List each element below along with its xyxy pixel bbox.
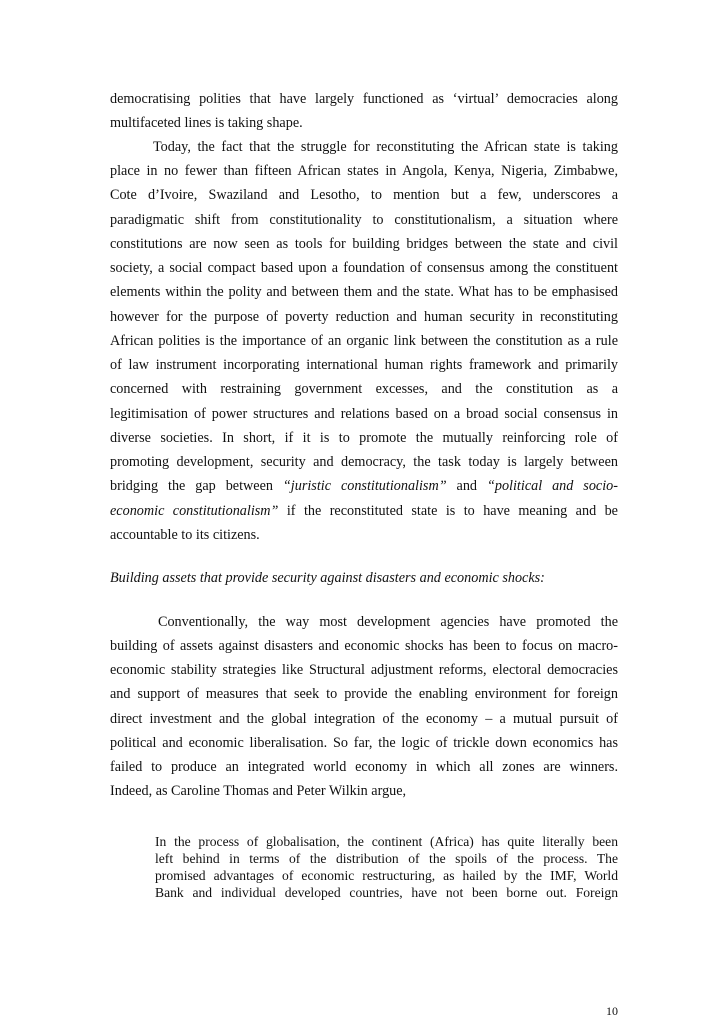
paragraph3-line-7: failed to produce an integrated world economy in which all zones are winners. <box>110 759 618 775</box>
paragraph2-line-10: of law instrument incorporating international human rights framework and primarily <box>110 357 618 373</box>
paragraph3-line-1: Conventionally, the way most development agencies have promoted the <box>158 614 618 630</box>
paragraph2-line-4: paradigmatic shift from constitutionality to constitutionalism, a situation where <box>110 212 618 228</box>
paragraph3-line-2: building of assets against disasters and economic shocks has been to focus on macro- <box>110 638 618 654</box>
line16-text: if the reconstituted state is to have meaning and be <box>278 503 618 519</box>
economic-constitutionalism-term: economic constitutionalism” <box>110 503 279 519</box>
quote-line-2: left behind in terms of the distribution of the spoils of the process. The <box>155 851 618 866</box>
paragraph2-line-11: concerned with restraining government excesses, and the constitution as a <box>110 381 618 397</box>
paragraph2-line-1: Today, the fact that the struggle for reconstituting the African state is taking <box>153 139 618 155</box>
line15-text-a: bridging the gap between <box>110 478 283 494</box>
section-heading: Building assets that provide security against disasters and economic shocks: <box>110 570 545 586</box>
paragraph2-line-13: diverse societies. In short, if it is to promote the mutually reinforcing role of <box>110 430 618 446</box>
quote-line-1: In the process of globalisation, the continent (Africa) has quite literally been <box>155 834 618 849</box>
paragraph2-line-17: accountable to its citizens. <box>110 527 260 543</box>
paragraph2-line-9: African polities is the importance of an organic link between the constitution as a rule <box>110 333 618 349</box>
quote-line-4: Bank and individual developed countries, have not been borne out. Foreign <box>155 885 618 900</box>
paragraph2-line-14: promoting development, security and democracy, the task today is largely between <box>110 454 618 470</box>
paragraph2-line-7: elements within the polity and between them and the state. What has to be emphasised <box>110 284 618 300</box>
paragraph2-line-3: Cote d’Ivoire, Swaziland and Lesotho, to mention but a few, underscores a <box>110 187 618 203</box>
paragraph2-line-5: constitutions are now seen as tools for building bridges between the state and civil <box>110 236 618 252</box>
paragraph2-line-6: society, a social compact based upon a foundation of consensus among the constituent <box>110 260 618 276</box>
paragraph1-line-1: democratising polities that have largely functioned as ‘virtual’ democracies along <box>110 91 618 107</box>
paragraph3-line-3: economic stability strategies like Structural adjustment reforms, electoral democracies <box>110 662 618 678</box>
juristic-constitutionalism-term: “juristic constitutionalism” <box>282 478 447 494</box>
paragraph3-line-4: and support of measures that seek to provide the enabling environment for foreign <box>110 686 618 702</box>
paragraph2-line-8: however for the purpose of poverty reduction and human security in reconstituting <box>110 309 618 325</box>
paragraph2-line-12: legitimisation of power structures and relations based on a broad social consensus in <box>110 406 618 422</box>
paragraph3-line-5: direct investment and the global integration of the economy – a mutual pursuit of <box>110 711 618 727</box>
paragraph2-line-16 <box>110 503 618 523</box>
political-socio-term: “political and socio- <box>486 478 618 494</box>
page-number: 10 <box>606 1004 618 1018</box>
quote-line-3: promised advantages of economic restructuring, as hailed by the IMF, World <box>155 868 618 883</box>
paragraph2-line-15 <box>110 478 618 498</box>
paragraph3-line-8: Indeed, as Caroline Thomas and Peter Wilkin argue, <box>110 783 407 799</box>
paragraph2-line-2: place in no fewer than fifteen African states in Angola, Kenya, Nigeria, Zimbabwe, <box>110 163 618 179</box>
line15-text-b: and <box>446 478 487 494</box>
paragraph3-line-6: political and economic liberalisation. So far, the logic of trickle down economics has <box>110 735 618 751</box>
paragraph1-line-2: multifaceted lines is taking shape. <box>110 115 303 131</box>
